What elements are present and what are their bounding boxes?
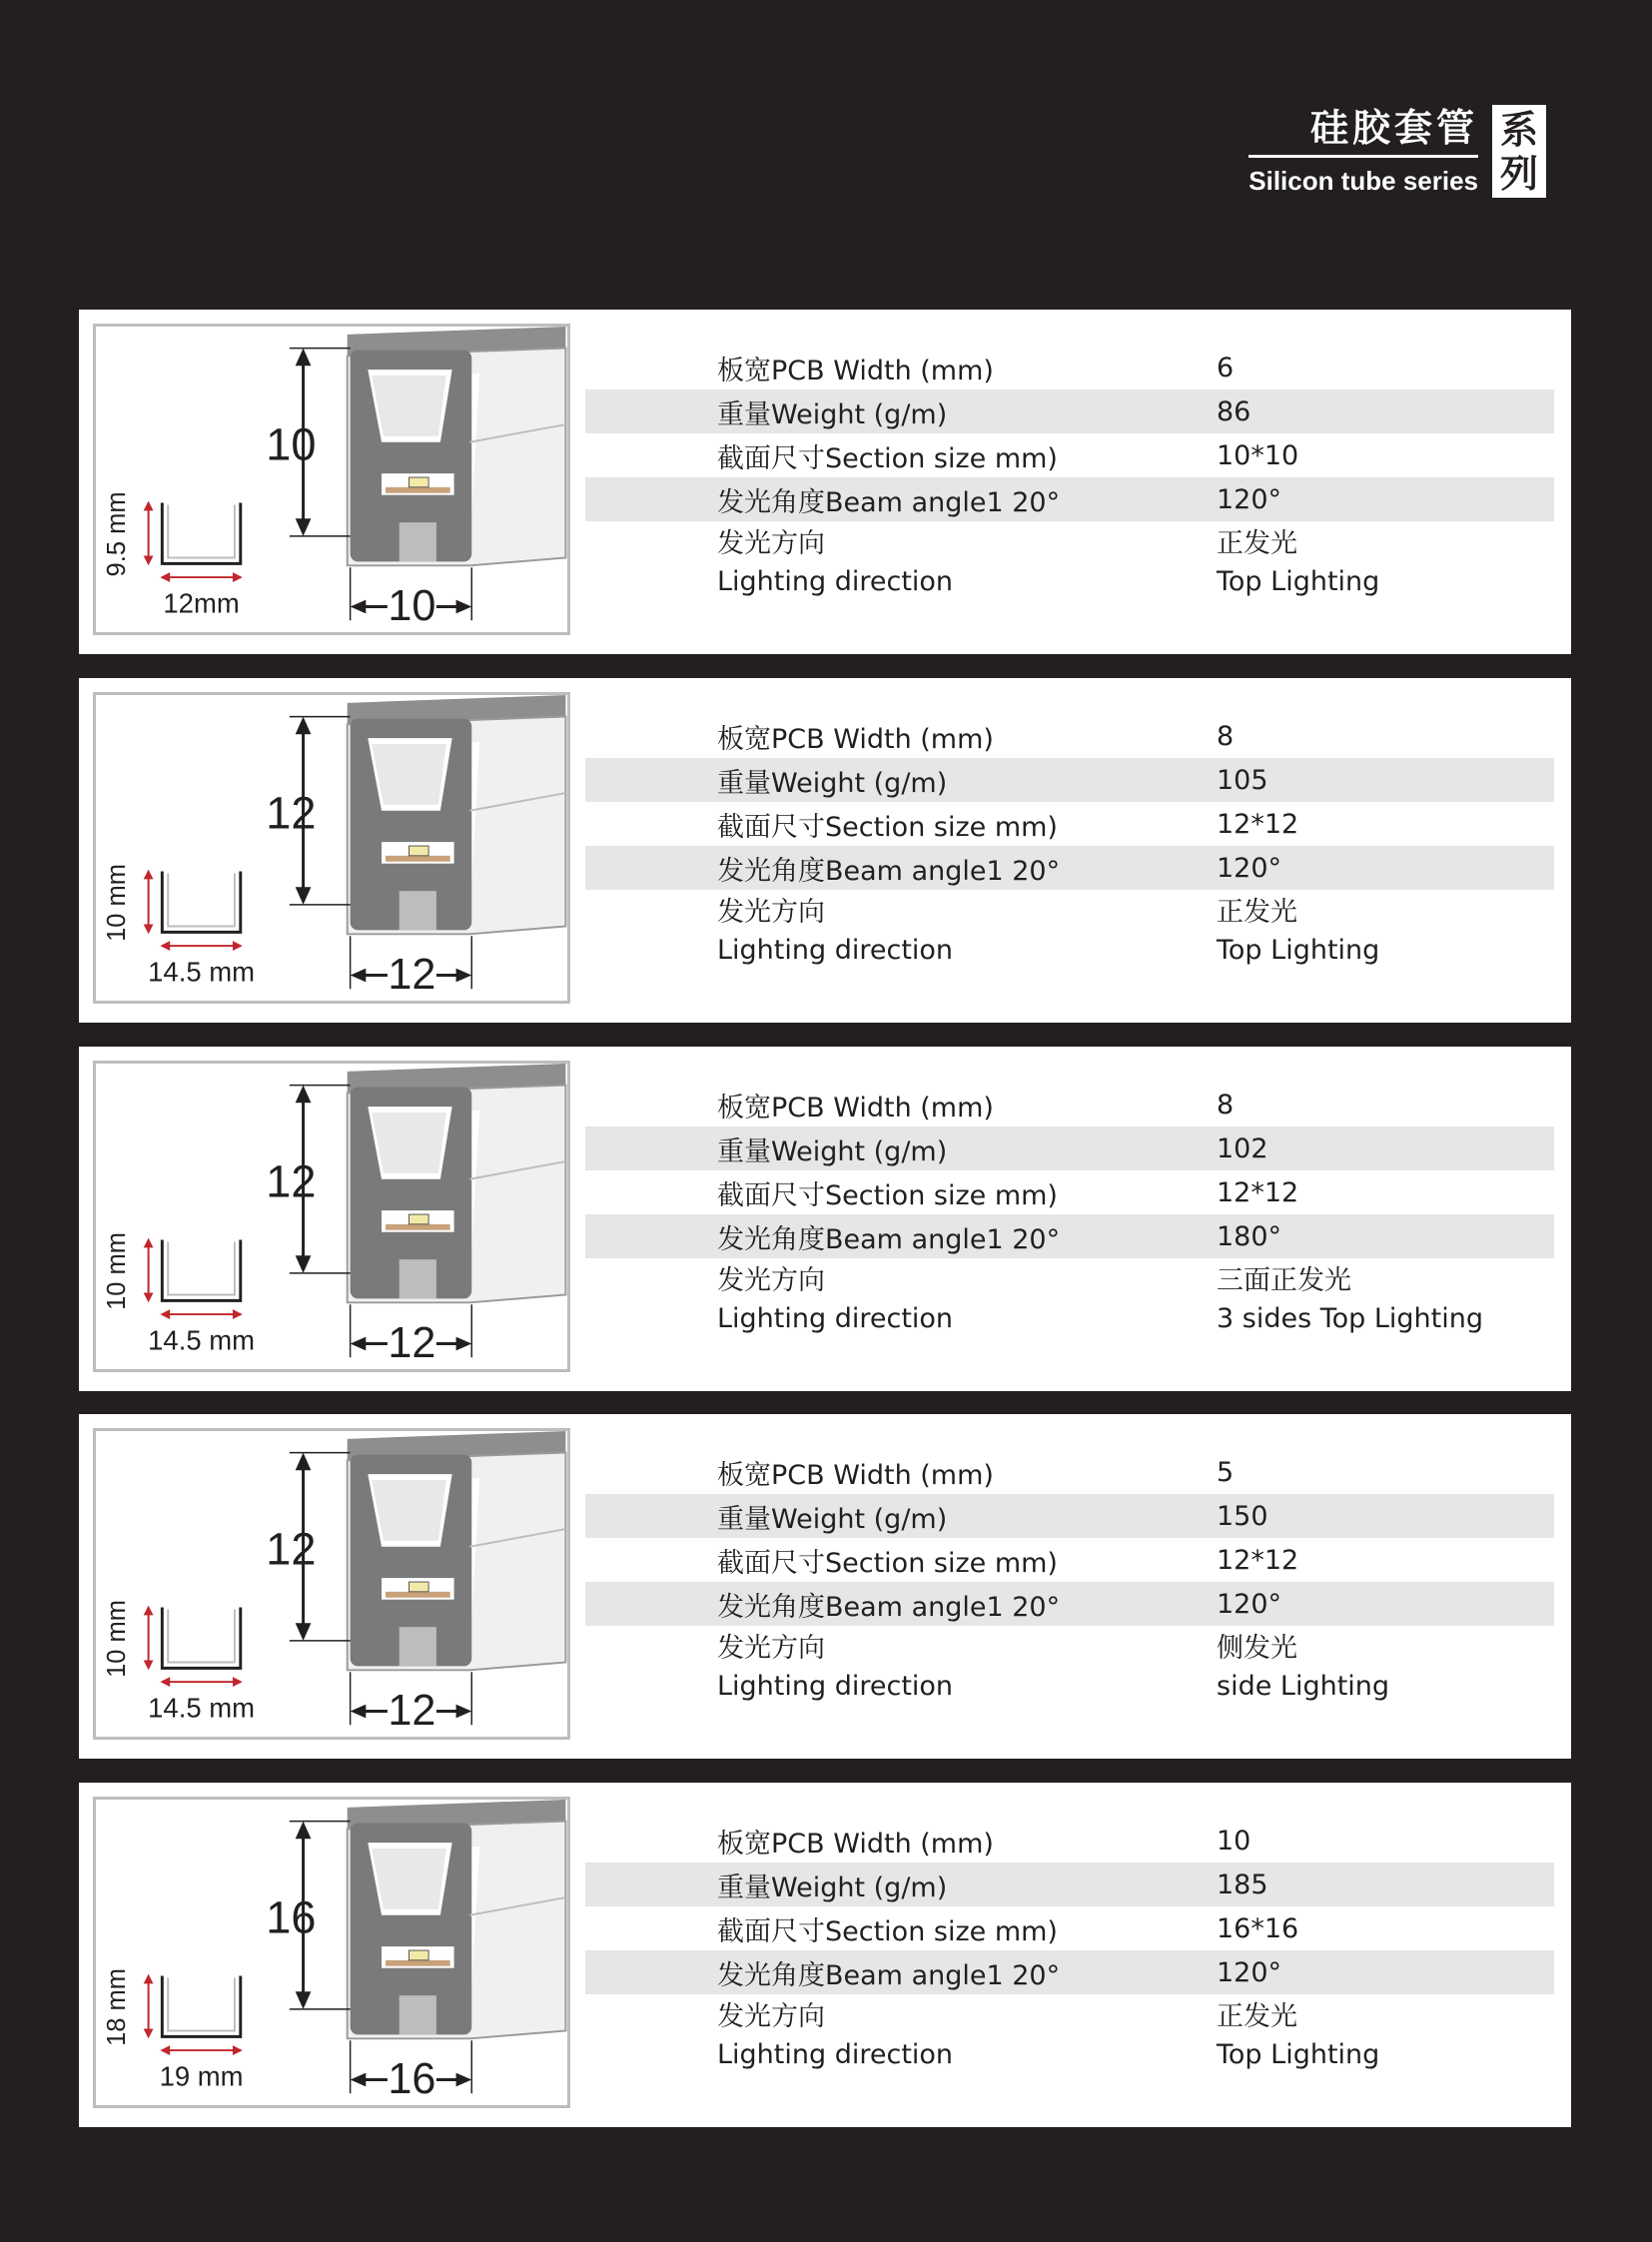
tube-cavity-inner <box>372 1113 446 1173</box>
width-arrow-right <box>456 1337 472 1351</box>
spec-table <box>585 1819 1554 2078</box>
lighting-direction-label <box>717 1262 953 1338</box>
clip-width-arrow <box>233 572 243 582</box>
header-text <box>1248 105 1478 198</box>
spec-value: 102 <box>1217 1132 1268 1164</box>
tube-pcb <box>386 856 450 862</box>
lighting-direction-row <box>585 890 1554 974</box>
lighting-direction-row <box>585 1994 1554 2078</box>
lighting-direction-value-en: Top Lighting <box>1217 566 1380 597</box>
spec-label: 板宽PCB Width (mm) <box>717 1459 994 1491</box>
spec-label: 重量Weight (g/m) <box>717 767 948 799</box>
height-dimension-label: 16 <box>266 1891 317 1943</box>
clip-height-label: 10 mm <box>103 1599 132 1678</box>
width-dimension-label: 12 <box>388 951 436 1000</box>
spec-value: 12*12 <box>1217 1176 1299 1208</box>
height-arrow-top <box>296 1453 312 1471</box>
spec-label: 重量Weight (g/m) <box>717 1135 948 1167</box>
spec-row <box>585 1126 1554 1170</box>
clip-width-arrow <box>233 941 243 951</box>
width-arrow-left <box>351 600 367 614</box>
header-rule <box>1248 155 1478 158</box>
product-card <box>79 678 1571 1023</box>
tube-cavity-inner <box>372 1849 446 1909</box>
spec-label: 截面尺寸Section size mm) <box>717 442 1058 474</box>
spec-label: 发光角度Beam angle1 20° <box>717 486 1061 518</box>
spec-value: 16*16 <box>1217 1912 1299 1944</box>
spec-value: 12*12 <box>1217 808 1299 840</box>
mounting-clip <box>162 1608 240 1669</box>
lighting-direction-label-cn: 发光方向 <box>717 528 825 559</box>
spec-row <box>585 346 1554 389</box>
clip-width-arrow <box>233 1677 243 1687</box>
tube-cross-section-drawing <box>96 695 567 1001</box>
lighting-direction-value-en: side Lighting <box>1217 1671 1390 1702</box>
product-card <box>79 1414 1571 1759</box>
clip-height-arrow <box>144 1661 154 1671</box>
width-arrow-right <box>456 1705 472 1719</box>
spec-row <box>585 1950 1554 1994</box>
tube-mount-base <box>400 1627 436 1666</box>
mounting-clip <box>162 503 240 564</box>
lighting-direction-label-en: Lighting direction <box>717 1303 954 1334</box>
width-dimension-label: 10 <box>388 582 436 631</box>
spec-row <box>585 1083 1554 1126</box>
width-dimension-label: 16 <box>388 2055 436 2104</box>
page-header <box>1248 105 1546 198</box>
mounting-clip <box>162 1976 240 2037</box>
spec-value: 120° <box>1217 852 1282 884</box>
lighting-direction-value-cn: 侧发光 <box>1217 1633 1297 1664</box>
clip-width-label: 14.5 mm <box>148 1324 255 1356</box>
clip-width-label: 19 mm <box>159 2060 244 2092</box>
height-dimension-label: 12 <box>266 1523 317 1575</box>
clip-width-arrow <box>160 1677 170 1687</box>
header-title-cn: 硅胶套管 <box>1309 106 1478 150</box>
height-arrow-top <box>296 1822 312 1840</box>
height-arrow-bottom <box>296 887 312 905</box>
spec-value: 8 <box>1217 720 1235 752</box>
spec-row <box>585 433 1554 477</box>
tube-cross-section-drawing <box>96 1431 567 1737</box>
lighting-direction-label-en: Lighting direction <box>717 1671 954 1702</box>
tube-cavity-inner <box>372 744 446 805</box>
width-arrow-left <box>351 2073 367 2087</box>
clip-height-arrow <box>144 501 154 511</box>
width-arrow-left <box>351 1705 367 1719</box>
led-chip <box>409 1950 428 1960</box>
clip-width-label: 14.5 mm <box>148 1692 255 1724</box>
spec-value: 5 <box>1217 1456 1235 1488</box>
spec-row <box>585 714 1554 758</box>
lighting-direction-value <box>1217 525 1379 601</box>
mounting-clip-inner <box>168 505 235 558</box>
product-diagram <box>93 1061 570 1372</box>
height-arrow-top <box>296 349 312 367</box>
lighting-direction-value-cn: 正发光 <box>1217 2001 1297 2032</box>
height-arrow-bottom <box>296 1991 312 2009</box>
clip-height-arrow <box>144 1974 154 1984</box>
spec-row <box>585 389 1554 433</box>
spec-label: 重量Weight (g/m) <box>717 398 948 430</box>
led-chip <box>409 1214 428 1224</box>
height-dimension-label: 12 <box>266 787 317 839</box>
spec-label: 发光角度Beam angle1 20° <box>717 1591 1061 1623</box>
series-badge-char: 列 <box>1499 151 1538 196</box>
height-dimension-label: 12 <box>266 1155 317 1207</box>
tube-pcb <box>386 1592 450 1598</box>
tube-cross-section-drawing <box>96 1064 567 1369</box>
clip-height-arrow <box>144 1606 154 1616</box>
lighting-direction-value <box>1217 894 1379 970</box>
spec-row <box>585 1450 1554 1494</box>
width-arrow-left <box>351 1337 367 1351</box>
spec-row <box>585 846 1554 890</box>
spec-label: 截面尺寸Section size mm) <box>717 811 1058 843</box>
spec-label: 重量Weight (g/m) <box>717 1871 948 1903</box>
height-arrow-top <box>296 717 312 735</box>
spec-label: 截面尺寸Section size mm) <box>717 1179 1058 1211</box>
spec-label: 板宽PCB Width (mm) <box>717 355 994 386</box>
clip-height-label: 10 mm <box>103 1231 132 1310</box>
lighting-direction-value-en: 3 sides Top Lighting <box>1217 1303 1484 1334</box>
height-arrow-bottom <box>296 518 312 536</box>
product-card <box>79 1783 1571 2127</box>
lighting-direction-label <box>717 894 953 970</box>
mounting-clip <box>162 1240 240 1301</box>
lighting-direction-label <box>717 525 953 601</box>
mounting-clip-inner <box>168 1978 235 2031</box>
clip-height-arrow <box>144 925 154 935</box>
series-badge <box>1492 105 1546 198</box>
spec-label: 发光角度Beam angle1 20° <box>717 855 1061 887</box>
mounting-clip-inner <box>168 1242 235 1295</box>
height-arrow-bottom <box>296 1623 312 1641</box>
spec-label: 板宽PCB Width (mm) <box>717 1092 994 1123</box>
tube-mount-base <box>400 1259 436 1298</box>
clip-height-label: 10 mm <box>103 863 132 942</box>
tube-pcb <box>386 1960 450 1966</box>
spec-value: 6 <box>1217 352 1235 383</box>
height-arrow-bottom <box>296 1255 312 1273</box>
lighting-direction-label-en: Lighting direction <box>717 566 954 597</box>
product-diagram <box>93 1428 570 1740</box>
lighting-direction-value-cn: 正发光 <box>1217 897 1297 928</box>
spec-label: 截面尺寸Section size mm) <box>717 1915 1058 1947</box>
clip-width-arrow <box>160 941 170 951</box>
spec-value: 12*12 <box>1217 1544 1299 1576</box>
spec-row <box>585 1170 1554 1214</box>
lighting-direction-label-en: Lighting direction <box>717 935 954 966</box>
lighting-direction-row <box>585 521 1554 605</box>
tube-cavity-inner <box>372 1480 446 1541</box>
spec-label: 截面尺寸Section size mm) <box>717 1547 1058 1579</box>
clip-height-arrow <box>144 556 154 566</box>
clip-height-arrow <box>144 870 154 880</box>
lighting-direction-value-en: Top Lighting <box>1217 935 1380 966</box>
tube-mount-base <box>400 891 436 930</box>
tube-pcb <box>386 1224 450 1230</box>
spec-label: 板宽PCB Width (mm) <box>717 1828 994 1860</box>
spec-value: 185 <box>1217 1868 1268 1900</box>
spec-row <box>585 758 1554 802</box>
width-arrow-right <box>456 600 472 614</box>
lighting-direction-value <box>1217 1630 1389 1706</box>
lighting-direction-row <box>585 1258 1554 1342</box>
mounting-clip <box>162 872 240 933</box>
tube-pcb <box>386 487 450 493</box>
led-chip <box>409 1582 428 1592</box>
spec-label: 发光角度Beam angle1 20° <box>717 1959 1061 1991</box>
spec-row <box>585 1214 1554 1258</box>
clip-width-arrow <box>160 572 170 582</box>
spec-value: 180° <box>1217 1220 1282 1252</box>
clip-height-arrow <box>144 1293 154 1303</box>
lighting-direction-label-cn: 发光方向 <box>717 2001 825 2032</box>
clip-width-label: 12mm <box>163 587 240 619</box>
spec-row <box>585 1538 1554 1582</box>
product-card <box>79 310 1571 654</box>
spec-value: 120° <box>1217 1588 1282 1620</box>
spec-value: 8 <box>1217 1089 1235 1121</box>
lighting-direction-label-en: Lighting direction <box>717 2039 954 2070</box>
spec-row <box>585 1906 1554 1950</box>
lighting-direction-row <box>585 1626 1554 1710</box>
tube-cross-section-drawing <box>96 327 567 632</box>
height-arrow-top <box>296 1086 312 1104</box>
product-card <box>79 1047 1571 1391</box>
lighting-direction-value-cn: 三面正发光 <box>1217 1265 1351 1296</box>
spec-value: 120° <box>1217 1956 1282 1988</box>
spec-label: 发光角度Beam angle1 20° <box>717 1223 1061 1255</box>
tube-cross-section-drawing <box>96 1800 567 2105</box>
spec-value: 10*10 <box>1217 439 1299 471</box>
spec-row <box>585 1819 1554 1863</box>
mounting-clip-inner <box>168 874 235 927</box>
clip-height-arrow <box>144 2029 154 2039</box>
clip-width-arrow <box>160 2045 170 2055</box>
spec-table <box>585 714 1554 974</box>
spec-value: 150 <box>1217 1500 1268 1532</box>
clip-height-label: 18 mm <box>103 1967 132 2046</box>
lighting-direction-label <box>717 1998 953 2074</box>
width-arrow-right <box>456 2073 472 2087</box>
mounting-clip-inner <box>168 1610 235 1663</box>
lighting-direction-label-cn: 发光方向 <box>717 1265 825 1296</box>
height-dimension-label: 10 <box>266 418 317 470</box>
product-diagram <box>93 692 570 1004</box>
clip-width-arrow <box>233 2045 243 2055</box>
lighting-direction-value-en: Top Lighting <box>1217 2039 1380 2070</box>
lighting-direction-label-cn: 发光方向 <box>717 897 825 928</box>
product-diagram <box>93 324 570 635</box>
lighting-direction-label <box>717 1630 953 1706</box>
lighting-direction-value-cn: 正发光 <box>1217 528 1297 559</box>
spec-value: 120° <box>1217 483 1282 515</box>
spec-row <box>585 1494 1554 1538</box>
spec-table <box>585 1083 1554 1342</box>
spec-row <box>585 477 1554 521</box>
tube-mount-base <box>400 522 436 561</box>
led-chip <box>409 477 428 487</box>
spec-value: 86 <box>1217 395 1251 427</box>
header-title-en: Silicon tube series <box>1248 166 1478 196</box>
spec-table <box>585 346 1554 605</box>
width-dimension-label: 12 <box>388 1687 436 1736</box>
clip-height-label: 9.5 mm <box>103 491 132 577</box>
clip-width-arrow <box>160 1309 170 1319</box>
led-chip <box>409 846 428 856</box>
spec-row <box>585 1863 1554 1906</box>
clip-width-label: 14.5 mm <box>148 956 255 988</box>
clip-width-arrow <box>233 1309 243 1319</box>
clip-height-arrow <box>144 1238 154 1248</box>
series-badge-char: 系 <box>1499 107 1538 152</box>
tube-mount-base <box>400 1995 436 2034</box>
spec-row <box>585 802 1554 846</box>
spec-label: 重量Weight (g/m) <box>717 1503 948 1535</box>
lighting-direction-label-cn: 发光方向 <box>717 1633 825 1664</box>
spec-value: 10 <box>1217 1825 1251 1857</box>
tube-cavity-inner <box>372 375 446 436</box>
product-diagram <box>93 1797 570 2108</box>
spec-row <box>585 1582 1554 1626</box>
width-arrow-right <box>456 969 472 983</box>
spec-label: 板宽PCB Width (mm) <box>717 723 994 755</box>
width-dimension-label: 12 <box>388 1319 436 1368</box>
lighting-direction-value <box>1217 1262 1483 1338</box>
lighting-direction-value <box>1217 1998 1379 2074</box>
width-arrow-left <box>351 969 367 983</box>
spec-value: 105 <box>1217 764 1268 796</box>
spec-table <box>585 1450 1554 1710</box>
